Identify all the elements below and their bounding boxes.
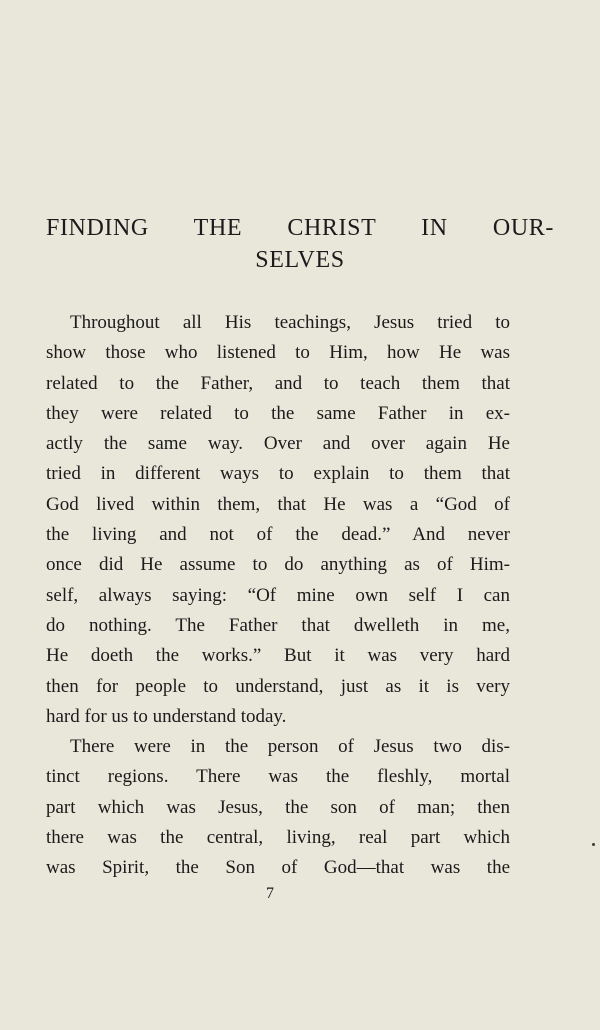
chapter-title-line: FINDING THE CHRIST IN OUR- — [46, 215, 554, 241]
chapter-title — [40, 212, 560, 276]
text-line: related to the Father, and to teach them that — [46, 372, 510, 394]
text-line: hard for us to understand today. — [46, 705, 287, 727]
text-line: show those who listened to Him, how He was — [46, 342, 510, 364]
text-line: the living and not of the dead.” And never — [46, 524, 510, 546]
text-line: was Spirit, the Son of God—that was the — [46, 857, 510, 879]
text-line: there was the central, living, real part which — [46, 827, 510, 849]
text-line: self, always saying: “Of mine own self I can — [46, 584, 510, 606]
paragraph-2 — [46, 732, 510, 883]
text-line: He doeth the works.” But it was very hard — [46, 645, 510, 667]
text-line: tried in different ways to explain to them that — [46, 463, 510, 485]
text-line: once did He assume to do anything as of Him- — [46, 554, 510, 576]
text-line: then for people to understand, just as it is very — [46, 675, 510, 697]
page-number: 7 — [266, 885, 274, 902]
text-line: part which was Jesus, the son of man; then — [46, 796, 510, 818]
text-line: actly the same way. Over and over again He — [46, 433, 510, 455]
text-line: they were related to the same Father in ex- — [46, 402, 510, 424]
text-line: tinct regions. There was the fleshly, mortal — [46, 766, 510, 788]
body-text — [46, 308, 510, 884]
text-line: There were in the person of Jesus two dis- — [70, 736, 510, 758]
text-line: Throughout all His teachings, Jesus tried to — [70, 312, 510, 333]
paragraph-1 — [46, 308, 510, 732]
text-line: God lived within them, that He was a “God of — [46, 493, 510, 515]
chapter-title-line: SELVES — [255, 247, 345, 273]
text-line: do nothing. The Father that dwelleth in me, — [46, 614, 510, 636]
paper-speck — [592, 843, 595, 846]
